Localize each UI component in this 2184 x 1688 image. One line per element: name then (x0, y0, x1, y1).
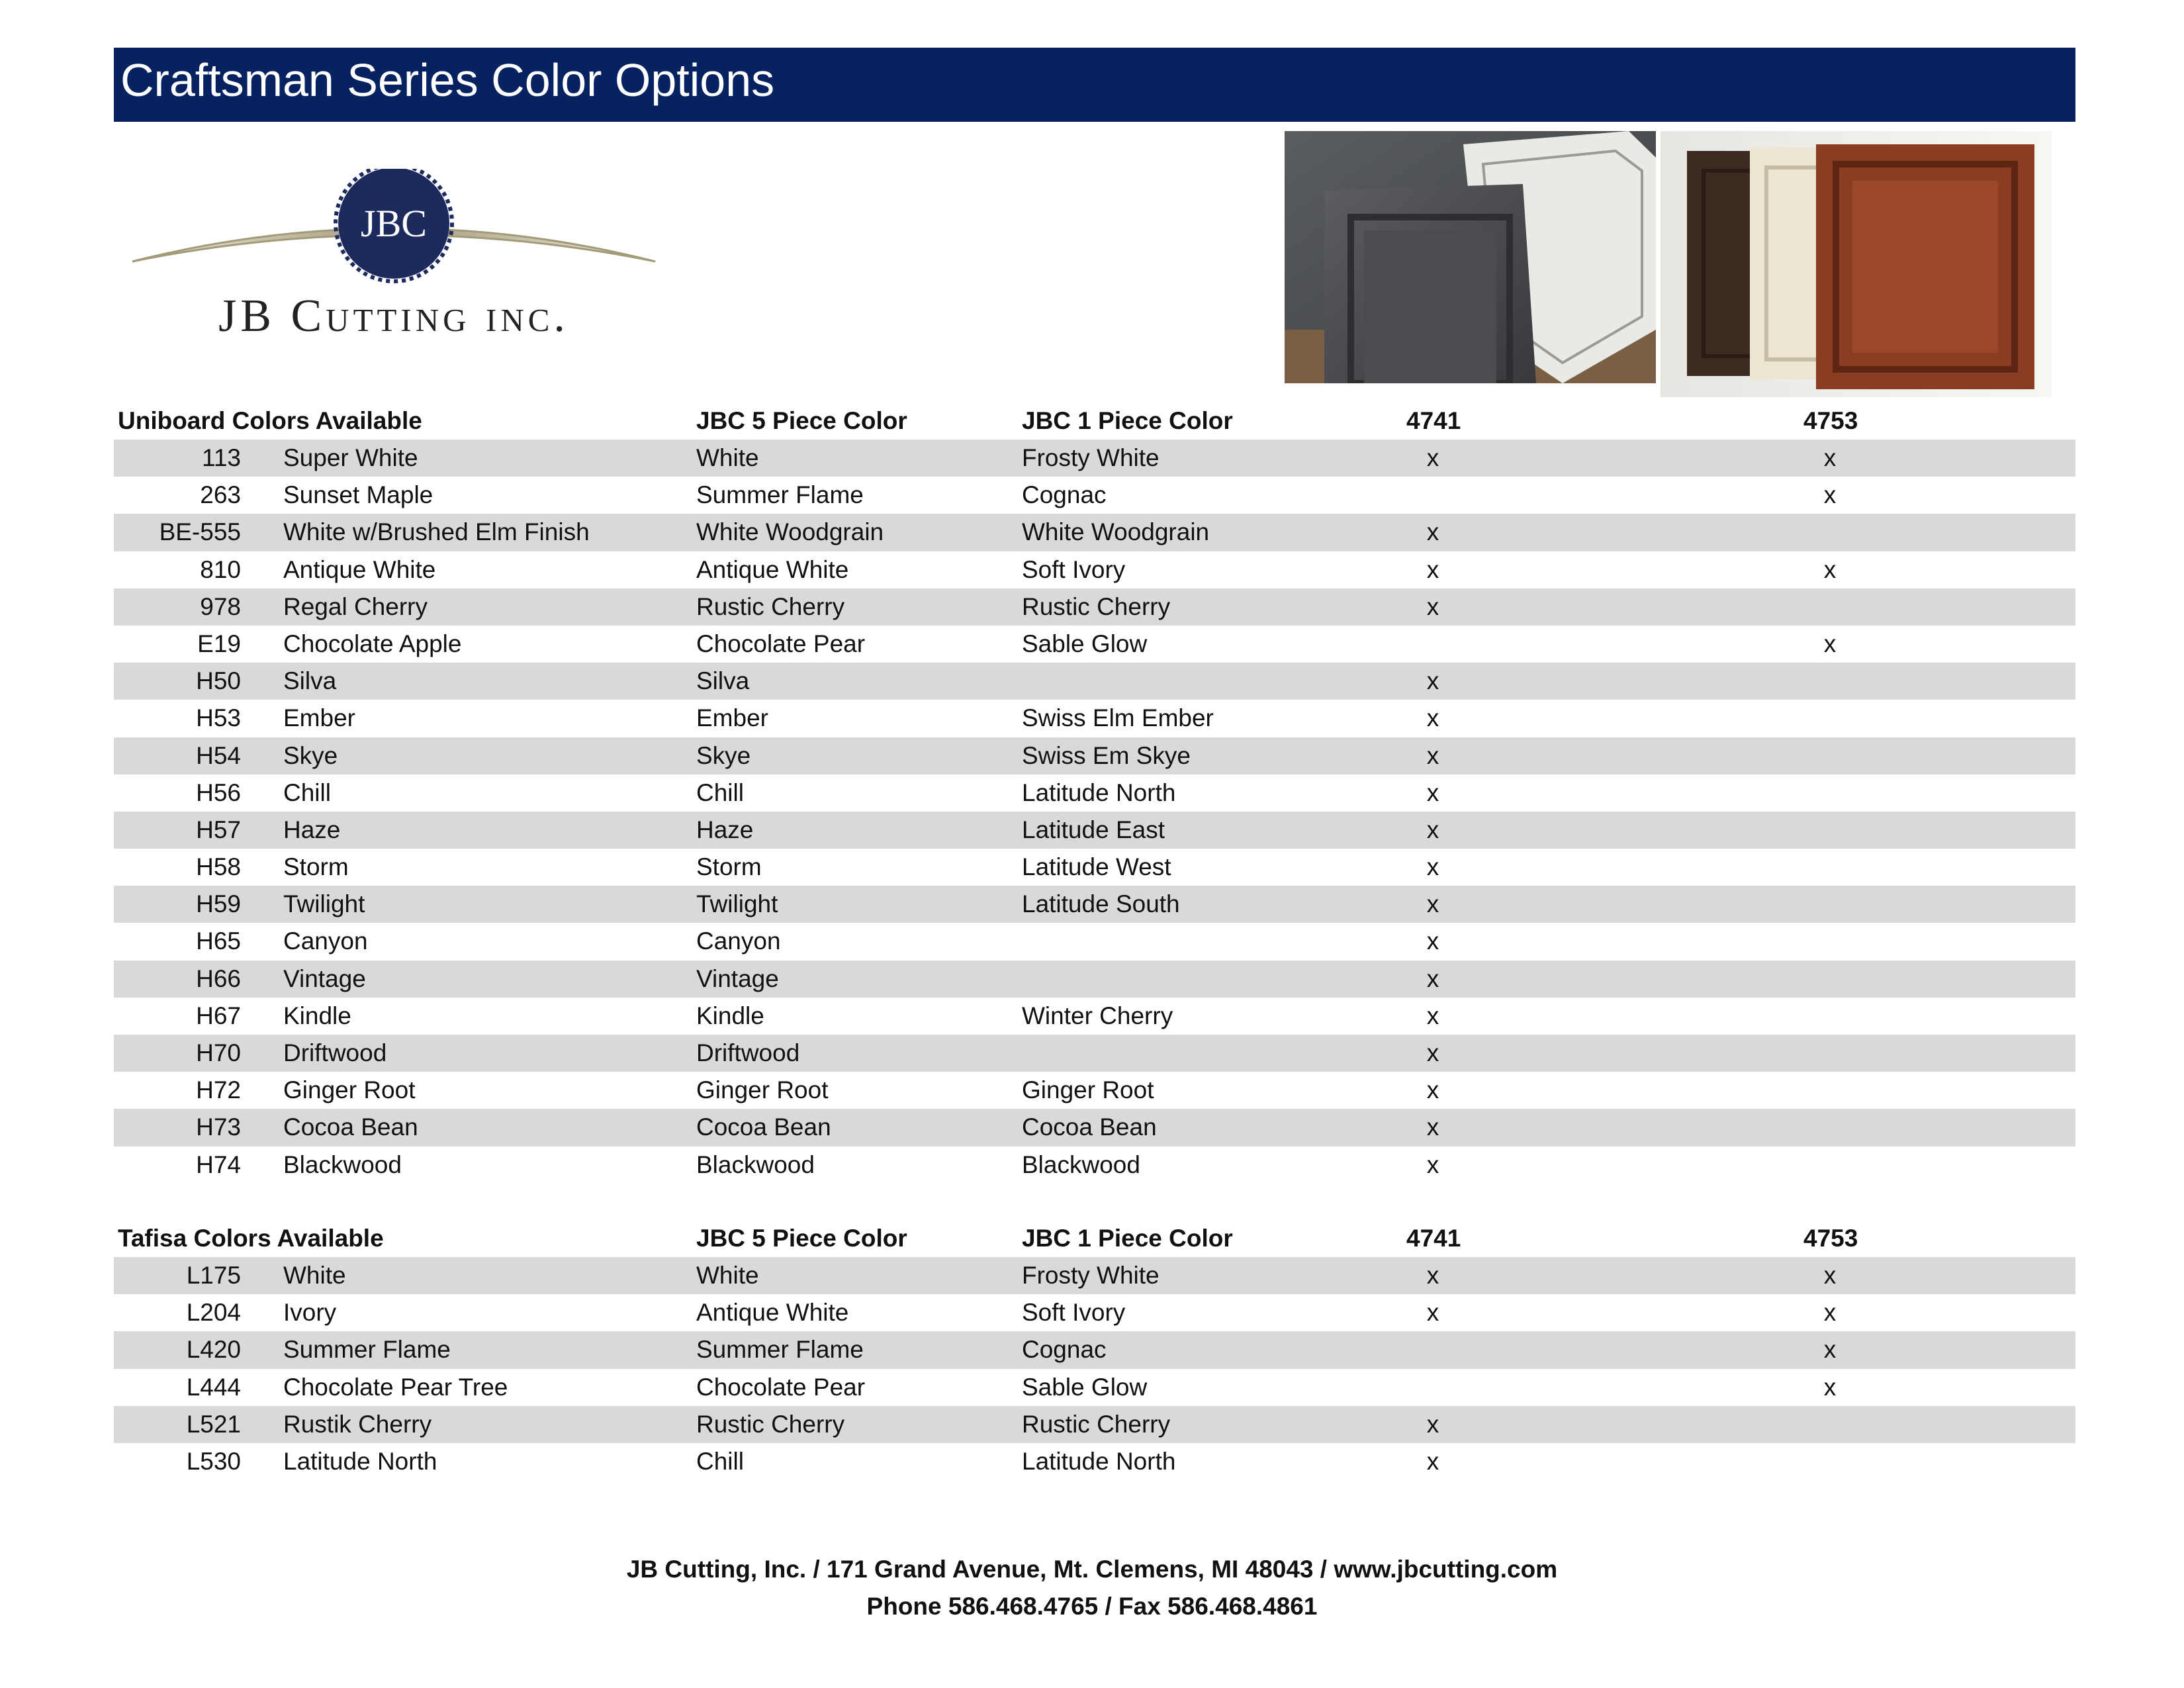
cell-name: Kindle (283, 1002, 351, 1029)
tafisa-color-table (114, 1220, 2075, 1480)
table-row (114, 700, 2075, 737)
cell-name: Skye (283, 741, 338, 769)
cell-1-piece-color: Latitude North (1022, 778, 1176, 806)
cell-4741-mark: x (1426, 964, 1439, 992)
table-row (114, 1443, 2075, 1480)
uniboard-color-table (114, 402, 2075, 1184)
cell-5-piece-color: Storm (696, 853, 762, 881)
cell-code: BE-555 (159, 518, 241, 546)
cell-4741-mark: x (1426, 778, 1439, 806)
cell-5-piece-color: White Woodgrain (696, 518, 884, 546)
table-body (114, 440, 2075, 1184)
cell-4753-mark: x (1823, 630, 1837, 657)
table-row (114, 774, 2075, 812)
table-row (114, 886, 2075, 923)
cell-4753-mark: x (1823, 1299, 1837, 1327)
cell-code: H66 (196, 964, 241, 992)
logo-emblem-text: JBC (361, 202, 427, 245)
column-header-4741: 4741 (1406, 407, 1461, 434)
cell-name: Summer Flame (283, 1336, 451, 1364)
cell-4741-mark: x (1426, 890, 1439, 918)
product-photo-gray-door (1285, 131, 1656, 383)
cell-code: L444 (186, 1373, 241, 1401)
cell-name: Ginger Root (283, 1076, 416, 1104)
cell-4741-mark: x (1426, 853, 1439, 881)
cell-5-piece-color: Summer Flame (696, 481, 864, 509)
cell-1-piece-color: Soft Ivory (1022, 1299, 1126, 1327)
cell-1-piece-color: Cognac (1022, 1336, 1107, 1364)
table-header (114, 1220, 2075, 1257)
cell-code: L530 (186, 1447, 241, 1475)
cell-5-piece-color: Vintage (696, 964, 779, 992)
cell-4741-mark: x (1426, 1447, 1439, 1475)
cell-4741-mark: x (1426, 592, 1439, 620)
column-header-4753: 4753 (1803, 1225, 1858, 1252)
cell-5-piece-color: Antique White (696, 1299, 849, 1327)
cell-5-piece-color: Skye (696, 741, 751, 769)
table-row (114, 1147, 2075, 1184)
table-row (114, 812, 2075, 849)
table-row (114, 1294, 2075, 1331)
cell-name: Vintage (283, 964, 366, 992)
cell-1-piece-color: Frosty White (1022, 1262, 1160, 1289)
table-row (114, 737, 2075, 774)
table-header (114, 402, 2075, 440)
cell-5-piece-color: Blackwood (696, 1150, 815, 1178)
cell-4741-mark: x (1426, 518, 1439, 546)
cell-code: 810 (200, 555, 241, 583)
cell-4741-mark: x (1426, 444, 1439, 471)
cell-1-piece-color: Blackwood (1022, 1150, 1140, 1178)
cell-code: L175 (186, 1262, 241, 1289)
cell-4741-mark: x (1426, 927, 1439, 955)
cell-code: H53 (196, 704, 241, 732)
cell-5-piece-color: Ginger Root (696, 1076, 829, 1104)
column-header-5-piece: JBC 5 Piece Color (696, 407, 907, 434)
cell-4741-mark: x (1426, 741, 1439, 769)
cell-code: 113 (202, 444, 241, 471)
cell-4753-mark: x (1823, 481, 1837, 509)
table-row (114, 961, 2075, 998)
cell-name: Silva (283, 667, 337, 695)
cell-4753-mark: x (1823, 555, 1837, 583)
cell-1-piece-color: Latitude South (1022, 890, 1180, 918)
cell-name: Driftwood (283, 1039, 387, 1066)
column-header-4753: 4753 (1803, 407, 1858, 434)
cell-code: 978 (200, 592, 241, 620)
cell-1-piece-color: Sable Glow (1022, 630, 1148, 657)
cell-code: L204 (186, 1299, 241, 1327)
cell-name: Latitude North (283, 1447, 437, 1475)
cell-5-piece-color: Ember (696, 704, 768, 732)
cell-4741-mark: x (1426, 1410, 1439, 1438)
cell-name: Sunset Maple (283, 481, 433, 509)
cell-code: 263 (200, 481, 241, 509)
cell-1-piece-color: Winter Cherry (1022, 1002, 1173, 1029)
cell-code: H50 (196, 667, 241, 695)
cell-code: E19 (197, 630, 241, 657)
cell-name: White (283, 1262, 346, 1289)
table-row (114, 849, 2075, 886)
cell-5-piece-color: Chocolate Pear (696, 1373, 866, 1401)
saw-blade-emblem (336, 169, 452, 281)
table-row (114, 1369, 2075, 1406)
cell-1-piece-color: White Woodgrain (1022, 518, 1210, 546)
cell-1-piece-color: Latitude North (1022, 1447, 1176, 1475)
cell-4753-mark: x (1823, 1336, 1837, 1364)
column-header-1-piece: JBC 1 Piece Color (1022, 1225, 1233, 1252)
page-title: Craftsman Series Color Options (120, 54, 775, 106)
logo-company-text: JB Cutting inc. (218, 291, 569, 341)
cell-1-piece-color: Rustic Cherry (1022, 1410, 1171, 1438)
table-row (114, 1257, 2075, 1294)
cell-4741-mark: x (1426, 1002, 1439, 1029)
table-row (114, 1109, 2075, 1146)
table-row (114, 626, 2075, 663)
cell-4741-mark: x (1426, 667, 1439, 695)
cell-4741-mark: x (1426, 1039, 1439, 1066)
cell-name: Twilight (283, 890, 365, 918)
cell-4753-mark: x (1823, 1262, 1837, 1289)
cell-5-piece-color: Silva (696, 667, 750, 695)
cell-1-piece-color: Latitude West (1022, 853, 1171, 881)
cell-4741-mark: x (1426, 1076, 1439, 1104)
cell-5-piece-color: Cocoa Bean (696, 1113, 831, 1141)
table-row (114, 1035, 2075, 1072)
footer-phone-fax: Phone 586.468.4765 / Fax 586.468.4861 (866, 1593, 1318, 1620)
section-heading: Tafisa Colors Available (118, 1225, 384, 1252)
cell-1-piece-color: Sable Glow (1022, 1373, 1148, 1401)
table-row (114, 1072, 2075, 1109)
cell-name: Super White (283, 444, 418, 471)
cell-code: H56 (196, 778, 241, 806)
cell-1-piece-color: Cocoa Bean (1022, 1113, 1157, 1141)
cell-5-piece-color: Antique White (696, 555, 849, 583)
cell-4753-mark: x (1823, 444, 1837, 471)
company-logo (126, 169, 662, 341)
cell-1-piece-color: Frosty White (1022, 444, 1160, 471)
cell-name: Regal Cherry (283, 592, 428, 620)
cell-5-piece-color: White (696, 1262, 759, 1289)
cell-4741-mark: x (1426, 816, 1439, 843)
cell-name: Rustik Cherry (283, 1410, 432, 1438)
cell-name: Chocolate Apple (283, 630, 462, 657)
cell-name: White w/Brushed Elm Finish (283, 518, 590, 546)
product-photo-three-doors (1661, 131, 2052, 397)
cell-5-piece-color: Canyon (696, 927, 781, 955)
table-row (114, 998, 2075, 1035)
cell-1-piece-color: Swiss Elm Ember (1022, 704, 1214, 732)
cell-code: L420 (186, 1336, 241, 1364)
column-header-4741: 4741 (1406, 1225, 1461, 1252)
cell-code: H54 (196, 741, 241, 769)
cell-name: Chocolate Pear Tree (283, 1373, 508, 1401)
cell-4741-mark: x (1426, 1299, 1439, 1327)
table-row (114, 923, 2075, 960)
table-row (114, 477, 2075, 514)
cell-5-piece-color: Chill (696, 1447, 744, 1475)
cell-1-piece-color: Swiss Em Skye (1022, 741, 1191, 769)
table-row (114, 663, 2075, 700)
cell-name: Haze (283, 816, 341, 843)
cell-code: H74 (196, 1150, 241, 1178)
cell-name: Cocoa Bean (283, 1113, 418, 1141)
cell-1-piece-color: Rustic Cherry (1022, 592, 1171, 620)
cell-name: Chill (283, 778, 331, 806)
section-heading: Uniboard Colors Available (118, 407, 422, 434)
cell-code: H65 (196, 927, 241, 955)
cell-1-piece-color: Cognac (1022, 481, 1107, 509)
cell-name: Blackwood (283, 1150, 402, 1178)
footer-address: JB Cutting, Inc. / 171 Grand Avenue, Mt. Clemens, MI 48043 / www.jbcutting.com (626, 1556, 1558, 1583)
cell-5-piece-color: Chill (696, 778, 744, 806)
cell-5-piece-color: Kindle (696, 1002, 764, 1029)
cell-5-piece-color: Rustic Cherry (696, 1410, 845, 1438)
cell-code: L521 (186, 1410, 241, 1438)
cell-4741-mark: x (1426, 1262, 1439, 1289)
cell-5-piece-color: Rustic Cherry (696, 592, 845, 620)
cell-4753-mark: x (1823, 1373, 1837, 1401)
column-header-1-piece: JBC 1 Piece Color (1022, 407, 1233, 434)
cell-5-piece-color: Chocolate Pear (696, 630, 866, 657)
table-row (114, 1331, 2075, 1368)
cell-4741-mark: x (1426, 1113, 1439, 1141)
cell-name: Ivory (283, 1299, 337, 1327)
cell-5-piece-color: Twilight (696, 890, 778, 918)
cell-5-piece-color: Driftwood (696, 1039, 800, 1066)
cell-4741-mark: x (1426, 704, 1439, 732)
cell-name: Ember (283, 704, 355, 732)
cell-name: Canyon (283, 927, 368, 955)
cell-5-piece-color: Haze (696, 816, 754, 843)
cell-1-piece-color: Latitude East (1022, 816, 1165, 843)
cell-code: H72 (196, 1076, 241, 1104)
table-body (114, 1257, 2075, 1480)
cell-4741-mark: x (1426, 1150, 1439, 1178)
cell-1-piece-color: Ginger Root (1022, 1076, 1154, 1104)
table-row (114, 1406, 2075, 1443)
cell-name: Antique White (283, 555, 436, 583)
table-row (114, 588, 2075, 626)
logo-graphic (126, 169, 662, 341)
table-row (114, 440, 2075, 477)
cell-code: H59 (196, 890, 241, 918)
cell-code: H70 (196, 1039, 241, 1066)
cell-code: H67 (196, 1002, 241, 1029)
column-header-5-piece: JBC 5 Piece Color (696, 1225, 907, 1252)
cell-code: H73 (196, 1113, 241, 1141)
cell-5-piece-color: White (696, 444, 759, 471)
cell-code: H58 (196, 853, 241, 881)
cell-4741-mark: x (1426, 555, 1439, 583)
cell-1-piece-color: Soft Ivory (1022, 555, 1126, 583)
cell-5-piece-color: Summer Flame (696, 1336, 864, 1364)
table-row (114, 551, 2075, 588)
cell-code: H57 (196, 816, 241, 843)
table-row (114, 514, 2075, 551)
cell-name: Storm (283, 853, 349, 881)
title-bar (114, 48, 2075, 122)
